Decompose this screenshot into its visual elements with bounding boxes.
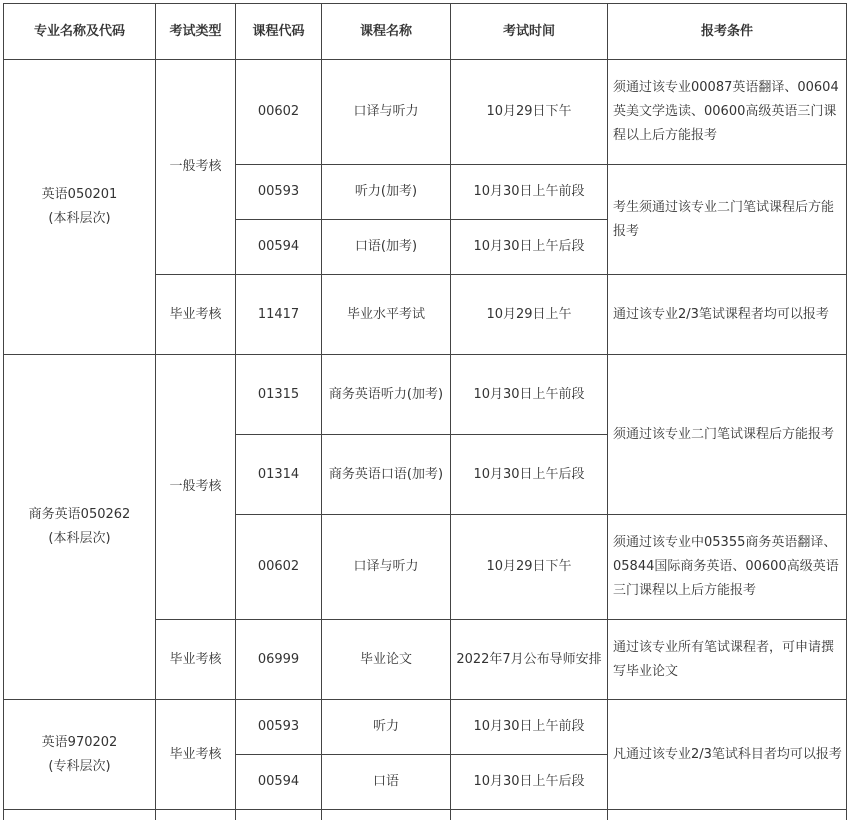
header-exam-type: 考试类型 (156, 4, 236, 60)
exam-type-cell: 毕业考核 (156, 620, 236, 700)
course-code: 11417 (236, 275, 322, 355)
course-code: 01315 (236, 355, 322, 435)
course-code: 00594 (236, 220, 322, 275)
table-row (4, 355, 847, 435)
major-name: 商务英语050262 (28, 507, 131, 522)
table-row (4, 700, 847, 755)
major-cell (4, 700, 156, 810)
exam-time: 10月30日上午后段 (451, 435, 608, 515)
exam-time: 10月30日上午后段 (451, 755, 608, 810)
course-name: 口语 (322, 755, 451, 810)
exam-type-cell: 一般考核 (156, 60, 236, 275)
header-course-code: 课程代码 (236, 4, 322, 60)
course-name: 听力(加考) (322, 165, 451, 220)
header-course-name: 课程名称 (322, 4, 451, 60)
course-name: 商务英语听力(加考) (322, 355, 451, 435)
exam-schedule-table (3, 3, 847, 820)
conditions: 须通过该专业00087英语翻译、00604英美文学选读、00600高级英语三门课程以上后方能报考 (608, 60, 847, 165)
exam-type-cell: 一般考核 (156, 355, 236, 620)
course-name: 毕业论文 (322, 620, 451, 700)
major-name: 英语050201 (41, 187, 118, 202)
exam-time: 10月29日下午 (451, 60, 608, 165)
course-name: 口语(加考) (322, 220, 451, 275)
major-level: (本科层次) (48, 211, 111, 226)
conditions: 通过该专业所有笔试课程者，可申请撰写毕业论文 (608, 620, 847, 700)
major-name: 英语970202 (41, 734, 118, 750)
course-code: 00594 (236, 755, 322, 810)
header-conditions: 报考条件 (608, 4, 847, 60)
exam-type-cell: 毕业考核 (156, 700, 236, 810)
exam-time: 10月30日上午前段 (451, 165, 608, 220)
table-row (4, 60, 847, 165)
course-code: 00593 (236, 165, 322, 220)
table-row-partial (4, 810, 847, 820)
course-name: 毕业水平考试 (322, 275, 451, 355)
header-exam-time: 考试时间 (451, 4, 608, 60)
course-name: 口译与听力 (322, 60, 451, 165)
conditions: 须通过该专业二门笔试课程后方能报考 (608, 355, 847, 515)
major-level: (专科层次) (48, 758, 111, 774)
major-cell (4, 355, 156, 700)
exam-time: 10月29日下午 (451, 515, 608, 620)
major-level: (本科层次) (48, 531, 111, 546)
course-name: 听力 (322, 700, 451, 755)
course-code: 00602 (236, 515, 322, 620)
course-code: 00602 (236, 60, 322, 165)
conditions: 考生须通过该专业二门笔试课程后方能报考 (608, 165, 847, 275)
exam-time: 10月29日上午 (451, 275, 608, 355)
major-cell (4, 60, 156, 355)
header-major: 专业名称及代码 (4, 4, 156, 60)
conditions: 凡通过该专业2/3笔试科目者均可以报考 (608, 700, 847, 810)
conditions: 须通过该专业中05355商务英语翻译、05844国际商务英语、00600高级英语三门课程以上后方能报考 (608, 515, 847, 620)
exam-type-cell: 毕业考核 (156, 275, 236, 355)
exam-time: 10月30日上午前段 (451, 700, 608, 755)
course-code: 06999 (236, 620, 322, 700)
course-name: 口译与听力 (322, 515, 451, 620)
course-name: 商务英语口语(加考) (322, 435, 451, 515)
exam-time: 2022年7月公布导师安排 (451, 620, 608, 700)
course-code: 01314 (236, 435, 322, 515)
exam-time: 10月30日上午前段 (451, 355, 608, 435)
conditions: 通过该专业2/3笔试课程者均可以报考 (608, 275, 847, 355)
table-header-row (4, 4, 847, 60)
course-code: 00593 (236, 700, 322, 755)
exam-time: 10月30日上午后段 (451, 220, 608, 275)
